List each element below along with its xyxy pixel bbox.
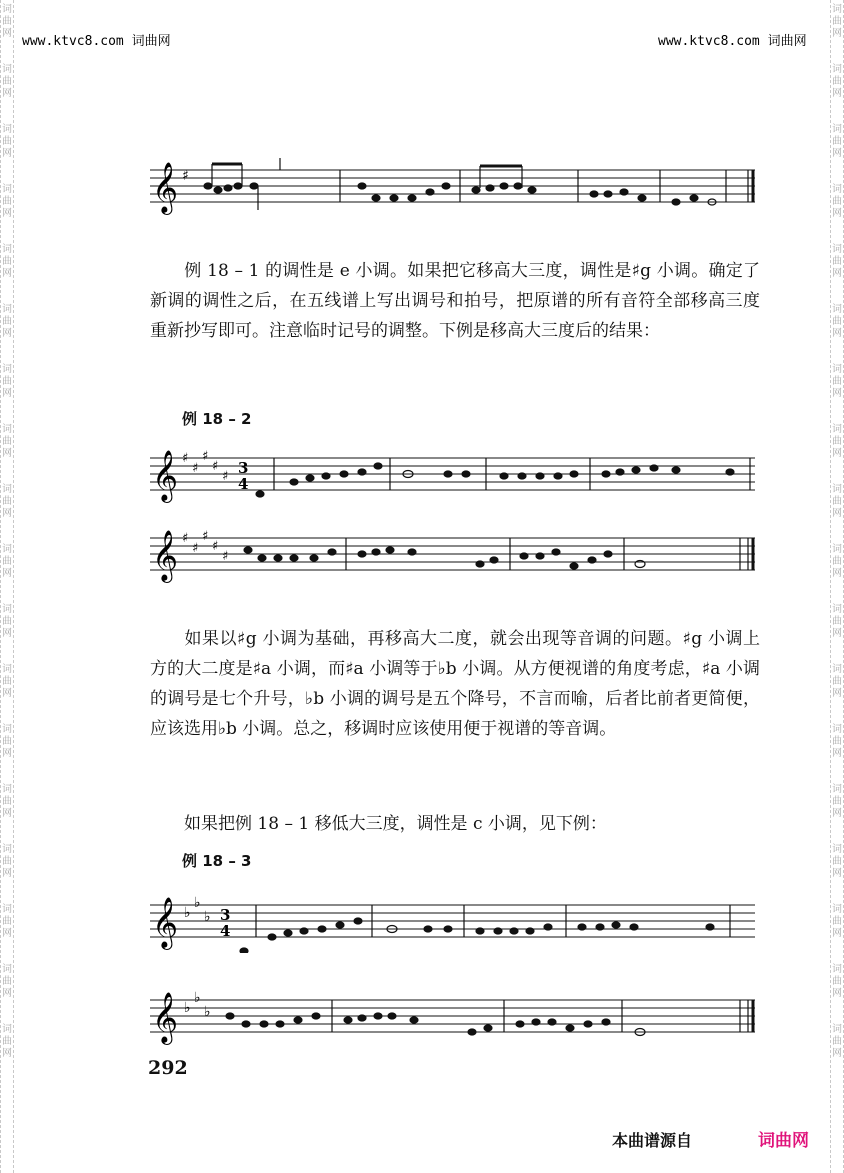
side-watermark-text: 词 曲 网 <box>2 64 12 99</box>
staff-example-18-3-line-1 <box>150 893 755 953</box>
example-label-18-2: 例 18 – 2 <box>182 410 252 428</box>
side-watermark-text: 词 曲 网 <box>832 304 842 339</box>
sharp-icon: ♯ <box>202 529 209 544</box>
flat-icon: ♭ <box>204 909 211 925</box>
treble-clef-icon: 𝄞 <box>152 992 179 1043</box>
sharp-icon: ♯ <box>222 469 229 484</box>
header-url-left: www.ktvc8.com 词曲网 <box>22 34 171 49</box>
side-watermark-text: 词 曲 网 <box>832 4 842 39</box>
side-watermark-text: 词 曲 网 <box>2 484 12 519</box>
side-watermark-text: 词 曲 网 <box>832 964 842 999</box>
treble-clef-icon: 𝄞 <box>152 162 179 213</box>
sharp-icon: ♯ <box>192 461 199 476</box>
sharp-icon: ♯ <box>212 459 219 474</box>
side-watermark-text: 词 曲 网 <box>832 1024 842 1059</box>
side-watermark-text: 词 曲 网 <box>832 664 842 699</box>
side-watermark-text: 词 曲 网 <box>832 544 842 579</box>
body-paragraph-3: 如果把例 18 – 1 移低大三度，调性是 c 小调，见下例： <box>184 814 607 834</box>
left-watermark-strip <box>0 0 14 1173</box>
side-watermark-text: 词 曲 网 <box>832 904 842 939</box>
flat-icon: ♭ <box>184 905 191 921</box>
sharp-icon: ♯ <box>182 531 189 546</box>
flat-icon: ♭ <box>194 895 201 911</box>
side-watermark-text: 词 曲 网 <box>832 124 842 159</box>
time-signature-top: 3 <box>220 906 231 924</box>
side-watermark-text: 词 曲 网 <box>2 664 12 699</box>
side-watermark-text: 词 曲 网 <box>2 544 12 579</box>
flat-icon: ♭ <box>194 990 201 1006</box>
side-watermark-text: 词 曲 网 <box>832 184 842 219</box>
flat-icon: ♭ <box>184 1000 191 1016</box>
sharp-icon: ♯ <box>192 541 199 556</box>
page-number: 292 <box>148 1057 188 1079</box>
side-watermark-text: 词 曲 网 <box>832 484 842 519</box>
footer-source-label: 本曲谱源自 <box>612 1131 693 1150</box>
treble-clef-icon: 𝄞 <box>152 530 179 581</box>
sharp-icon: ♯ <box>182 451 189 466</box>
right-watermark-strip <box>830 0 844 1173</box>
flat-icon: ♭ <box>204 1004 211 1020</box>
header-url-right: www.ktvc8.com 词曲网 <box>658 34 807 49</box>
side-watermark-text: 词 曲 网 <box>832 364 842 399</box>
side-watermark-text: 词 曲 网 <box>2 604 12 639</box>
treble-clef-icon: 𝄞 <box>152 897 179 948</box>
side-watermark-text: 词 曲 网 <box>832 844 842 879</box>
side-watermark-text: 词 曲 网 <box>2 964 12 999</box>
side-watermark-text: 词 曲 网 <box>2 124 12 159</box>
sharp-icon: ♯ <box>222 549 229 564</box>
side-watermark-text: 词 曲 网 <box>2 844 12 879</box>
body-paragraph-1: 例 18 – 1 的调性是 e 小调。如果把它移高大三度，调性是♯g 小调。确定了新调的调性之后，在五线谱上写出调号和拍号，把原谱的所有音符全部移高三度重新抄写即可。注意临时记号的调整。下例是移高大三度后的结果： <box>150 261 760 341</box>
sharp-icon: ♯ <box>202 449 209 464</box>
example-label-18-3: 例 18 – 3 <box>182 852 252 870</box>
side-watermark-text: 词 曲 网 <box>2 784 12 819</box>
staff-example-18-1 <box>150 158 755 218</box>
side-watermark-text: 词 曲 网 <box>2 424 12 459</box>
footer-brand-logo[interactable]: 词曲网 <box>758 1131 809 1151</box>
staff-example-18-2-line-2 <box>150 526 755 586</box>
side-watermark-text: 词 曲 网 <box>2 184 12 219</box>
side-watermark-text: 词 曲 网 <box>832 244 842 279</box>
treble-clef-icon: 𝄞 <box>152 450 179 501</box>
side-watermark-text: 词 曲 网 <box>832 784 842 819</box>
side-watermark-text: 词 曲 网 <box>832 64 842 99</box>
side-watermark-text: 词 曲 网 <box>2 1024 12 1059</box>
time-signature-top: 3 <box>238 459 249 477</box>
sharp-icon: ♯ <box>212 539 219 554</box>
side-watermark-text: 词 曲 网 <box>2 904 12 939</box>
time-signature-bottom: 4 <box>238 475 249 493</box>
side-watermark-text: 词 曲 网 <box>832 604 842 639</box>
staff-example-18-2-line-1 <box>150 446 755 506</box>
side-watermark-text: 词 曲 网 <box>2 4 12 39</box>
side-watermark-text: 词 曲 网 <box>832 724 842 759</box>
side-watermark-text: 词 曲 网 <box>2 304 12 339</box>
side-watermark-text: 词 曲 网 <box>832 424 842 459</box>
body-paragraph-2: 如果以♯g 小调为基础，再移高大二度，就会出现等音调的问题。♯g 小调上方的大二度是♯a 小调，而♯a 小调等于♭b 小调。从方便视谱的角度考虑，♯a 小调的调号是七个升号，♭b 小调的调号是五个降号，不言而喻，后者比前者更简便，应该选用♭b 小调。总之，移调时应该使用便于视谱的等音调。 <box>150 629 760 739</box>
sharp-icon: ♯ <box>182 168 189 184</box>
side-watermark-text: 词 曲 网 <box>2 244 12 279</box>
side-watermark-text: 词 曲 网 <box>2 724 12 759</box>
staff-example-18-3-line-2 <box>150 988 755 1048</box>
side-watermark-text: 词 曲 网 <box>2 364 12 399</box>
time-signature-bottom: 4 <box>220 922 231 940</box>
